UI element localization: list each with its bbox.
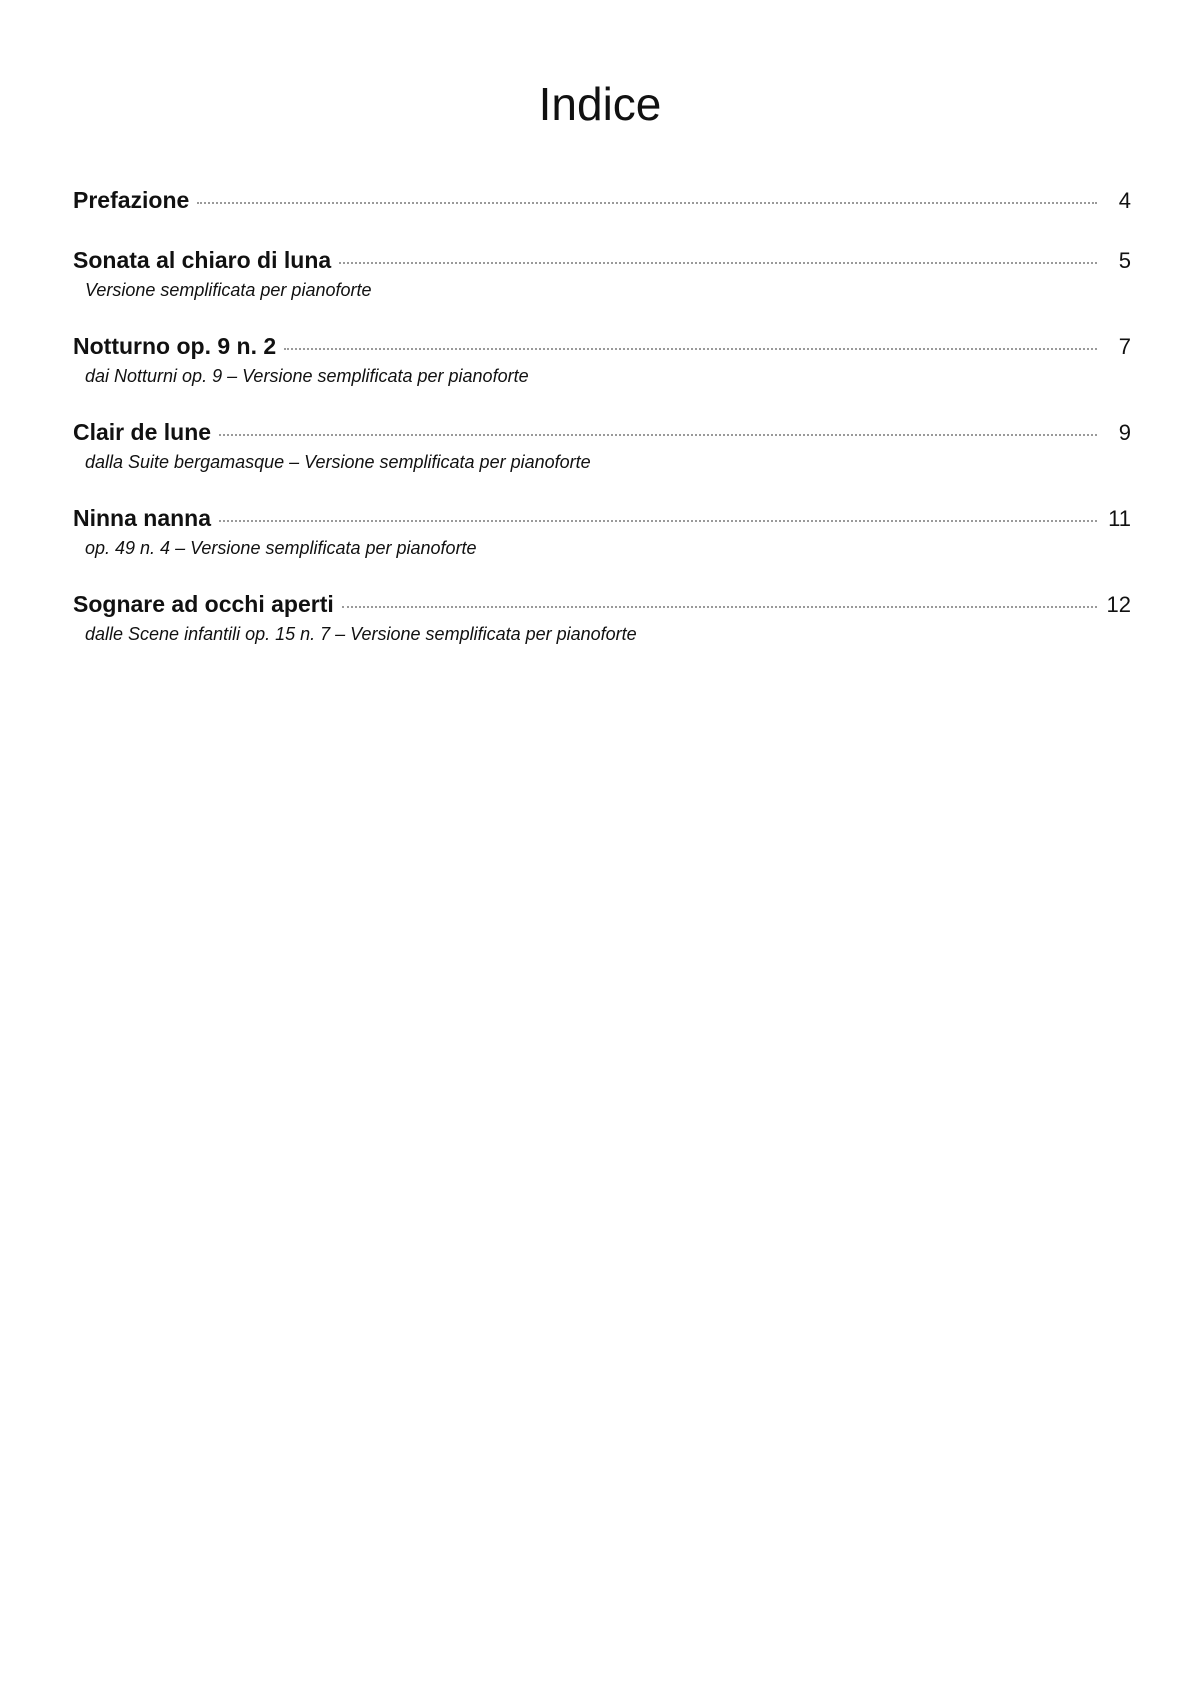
dot-leader <box>219 520 1097 522</box>
page-title: Indice <box>538 78 662 130</box>
dot-leader <box>342 606 1097 608</box>
table-of-contents <box>73 183 1131 673</box>
toc-entry-line <box>73 243 1131 277</box>
dot-leader <box>339 262 1097 264</box>
dot-leader <box>197 202 1097 204</box>
toc-entry-line <box>73 183 1131 217</box>
toc-page-number: 5 <box>1118 248 1131 273</box>
toc-entry-clair-de-lune[interactable] <box>73 415 1131 475</box>
toc-page-number: 11 <box>1108 506 1131 531</box>
toc-entry-title[interactable]: Prefazione <box>73 187 190 213</box>
dot-leader <box>284 348 1097 350</box>
toc-entry-prefazione[interactable] <box>73 183 1131 217</box>
toc-entry-line <box>73 329 1131 363</box>
toc-page-number: 7 <box>1118 334 1131 359</box>
toc-entry-title[interactable]: Sonata al chiaro di luna <box>73 247 332 273</box>
toc-entry-title[interactable]: Ninna nanna <box>73 505 212 531</box>
toc-entry-ninna-nanna[interactable] <box>73 501 1131 561</box>
toc-entry-subtitle: dalla Suite bergamasque – Versione semplificata per pianoforte <box>85 452 591 472</box>
toc-entry-subtitle: op. 49 n. 4 – Versione semplificata per pianoforte <box>85 538 477 558</box>
toc-entry-subtitle: Versione semplificata per pianoforte <box>85 280 372 300</box>
dot-leader <box>219 434 1097 436</box>
toc-entry-line <box>73 587 1131 621</box>
toc-entry-subtitle: dalle Scene infantili op. 15 n. 7 – Versione semplificata per pianoforte <box>85 624 637 644</box>
toc-page-number: 12 <box>1106 592 1131 617</box>
toc-entry-title[interactable]: Clair de lune <box>73 419 212 445</box>
toc-entry-title[interactable]: Notturno op. 9 n. 2 <box>73 333 277 359</box>
toc-entry-line <box>73 501 1131 535</box>
toc-entry-title[interactable]: Sognare ad occhi aperti <box>73 591 334 617</box>
toc-entry-notturno[interactable] <box>73 329 1131 389</box>
toc-page-number: 4 <box>1118 188 1131 213</box>
toc-page-number: 9 <box>1118 420 1131 445</box>
toc-entry-sonata[interactable] <box>73 243 1131 303</box>
toc-entry-line <box>73 415 1131 449</box>
toc-entry-sognare[interactable] <box>73 587 1131 647</box>
toc-entry-subtitle: dai Notturni op. 9 – Versione semplificata per pianoforte <box>85 366 529 386</box>
